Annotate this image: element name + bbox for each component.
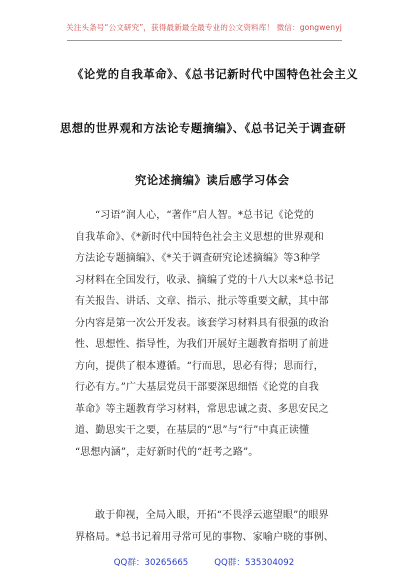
- footer-qq-group-2: QQ群：535304092: [214, 558, 295, 568]
- header-divider: [67, 40, 342, 41]
- paragraph-line: 敢于仰视，全局入眼，开拓“不畏浮云遮望眼”的眼界: [95, 510, 329, 521]
- paragraph-line: 有关报告、讲话、文章、指示、批示等重要文献，其中部: [75, 296, 329, 307]
- footer-contact: [0, 556, 408, 568]
- paragraph-line: 道、勤思实干之要，在基层的“思”与“行”中真正读懂: [75, 425, 310, 436]
- paragraph-line: “思想内涵”，走好新时代的“赶考之路”。: [75, 446, 259, 458]
- header-banner: 关注头条号“公文研究”，获得最新最全最专业的公文资料库！ 微信：gongwenyj: [66, 23, 342, 32]
- paragraph-line: 分内容是第一次公开发表。该套学习材料具有很强的政治: [75, 317, 329, 329]
- body-paragraph-1: [75, 205, 350, 463]
- title-line-1: 《论党的自我革命》、《总书记新时代中国特色社会主义: [72, 67, 359, 81]
- paragraph-line: 行必有方。”广大基层党员干部要深思细悟《论党的自我: [75, 382, 319, 393]
- paragraph-line: “习语”润人心，“著作”启人智。*总书记《论党的: [95, 210, 315, 221]
- title-line-2: 思想的世界观和方法论专题摘编》、《总书记关于调查研: [60, 121, 347, 135]
- footer-qq-group-1: QQ群：30265665: [113, 558, 189, 568]
- paragraph-line: 方法论专题摘编》、《*关于调查研究论述摘编》等3种学: [75, 253, 321, 264]
- paragraph-line: 自我革命》、《*新时代中国特色社会主义思想的世界观和: [75, 231, 324, 243]
- paragraph-line: 习材料在全国发行，收录、摘编了党的十八大以来*总书记: [75, 274, 334, 286]
- paragraph-line: 性、思想性、指导性，为我们开展好主题教育指明了前进: [75, 339, 329, 350]
- body-paragraph-2: [75, 505, 350, 548]
- paragraph-line: 界格局。*总书记着用寻常可见的事物、家喻户晓的事例、: [75, 531, 334, 543]
- paragraph-line: 革命》等主题教育学习材料，常思忠诚之责、多思安民之: [75, 403, 329, 415]
- title-line-3: 究论述摘编》读后感学习体会: [135, 173, 290, 187]
- paragraph-line: 方向，提供了根本遵循。“行而思，思必有得；思而行，: [75, 360, 324, 372]
